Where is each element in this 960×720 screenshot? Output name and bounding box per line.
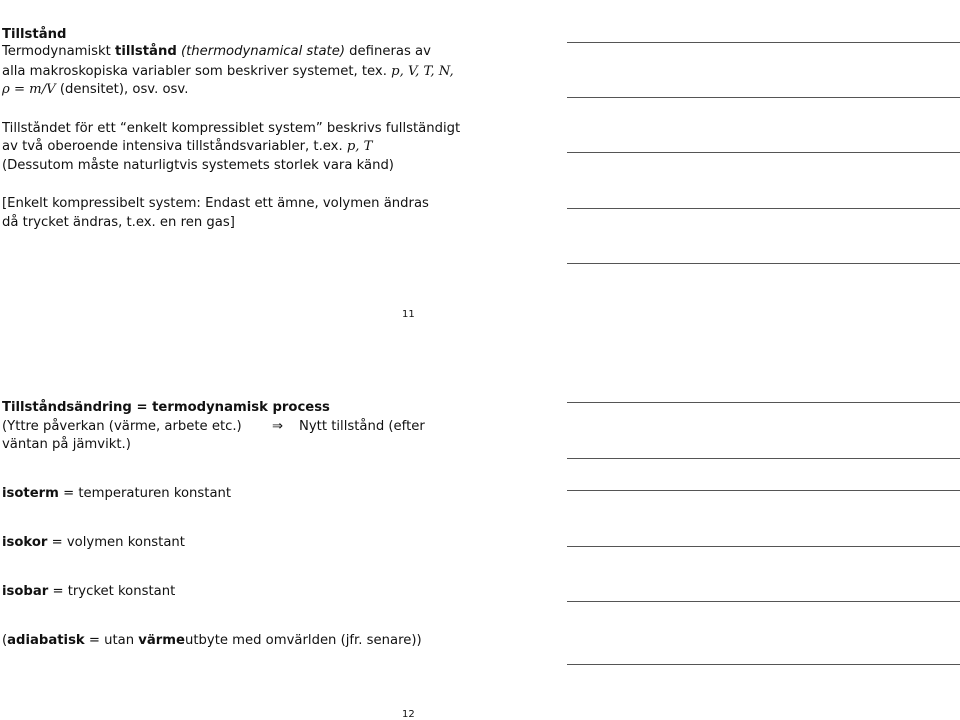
note-rule	[567, 490, 960, 491]
definition-line-3	[2, 82, 188, 98]
note-rule	[567, 42, 960, 43]
process-line-1-right: Nytt tillstånd (efter	[299, 419, 425, 434]
text-segment: (Yttre påverkan (värme, arbete etc.)	[2, 419, 242, 434]
process-line-2: väntan på jämvikt.)	[2, 437, 131, 452]
math-density: ρ = m/V	[2, 82, 56, 97]
note-rule	[567, 601, 960, 602]
equals-sign: =	[58, 486, 79, 501]
paren: (	[2, 633, 8, 648]
page-title: Tillstånd	[2, 27, 67, 42]
note-line-2: då trycket ändras, t.ex. en ren gas]	[2, 215, 235, 230]
text-segment: defineras av	[344, 44, 431, 59]
text-segment: av två oberoende intensiva tillståndsvariabler, t.ex.	[2, 139, 347, 154]
bold-term: adiabatisk	[7, 633, 85, 648]
english-term: (thermodynamical state)	[180, 44, 345, 59]
state-description-line-1: Tillståndet för ett “enkelt kompressiblet system” beskrivs fullständigt	[2, 121, 461, 136]
definition-text: temperaturen konstant	[78, 486, 232, 501]
note-line-1: [Enkelt kompressibelt system: Endast ett ämne, volymen ändras	[2, 196, 429, 211]
note-rule	[567, 97, 960, 98]
definition-line-2	[2, 64, 454, 80]
process-line-1	[2, 419, 242, 435]
math-variables: p, T	[346, 139, 373, 154]
definition-text: volymen konstant	[66, 535, 185, 550]
bold-term: isokor	[2, 535, 48, 550]
equals-sign: =	[48, 584, 68, 599]
bold-term: tillstånd	[115, 44, 177, 59]
note-rule	[567, 664, 960, 665]
bold-term: värme	[138, 633, 185, 648]
note-rule	[567, 208, 960, 209]
isobar-definition	[2, 584, 175, 600]
equals-text: = utan	[84, 633, 139, 648]
implies-arrow: ⇒	[272, 419, 284, 434]
state-description-line-2	[2, 139, 372, 155]
isokor-definition	[2, 535, 185, 551]
bold-term: isobar	[2, 584, 49, 599]
definition-text: trycket konstant	[67, 584, 176, 599]
text-segment: (densitet), osv. osv.	[55, 82, 189, 97]
definition-text: utbyte med omvärlden (jfr. senare))	[184, 633, 422, 648]
bold-term: isoterm	[2, 486, 59, 501]
equals-sign: =	[47, 535, 67, 550]
math-variables: p, V, T, N,	[391, 64, 454, 79]
page-number: 11	[402, 309, 415, 320]
definition-line-1	[2, 44, 431, 60]
note-rule	[567, 402, 960, 403]
text-segment: alla makroskopiska variabler som beskriver systemet, tex.	[2, 64, 392, 79]
state-description-line-3: (Dessutom måste naturligtvis systemets storlek vara känd)	[2, 158, 394, 173]
process-heading: Tillståndsändring = termodynamisk process	[2, 400, 330, 415]
page-number: 12	[402, 709, 415, 720]
note-rule	[567, 263, 960, 264]
text-segment: Termodynamiskt	[2, 44, 116, 59]
adiabatic-definition	[2, 633, 422, 649]
note-rule	[567, 546, 960, 547]
note-rule	[567, 458, 960, 459]
isoterm-definition	[2, 486, 231, 502]
note-rule	[567, 152, 960, 153]
